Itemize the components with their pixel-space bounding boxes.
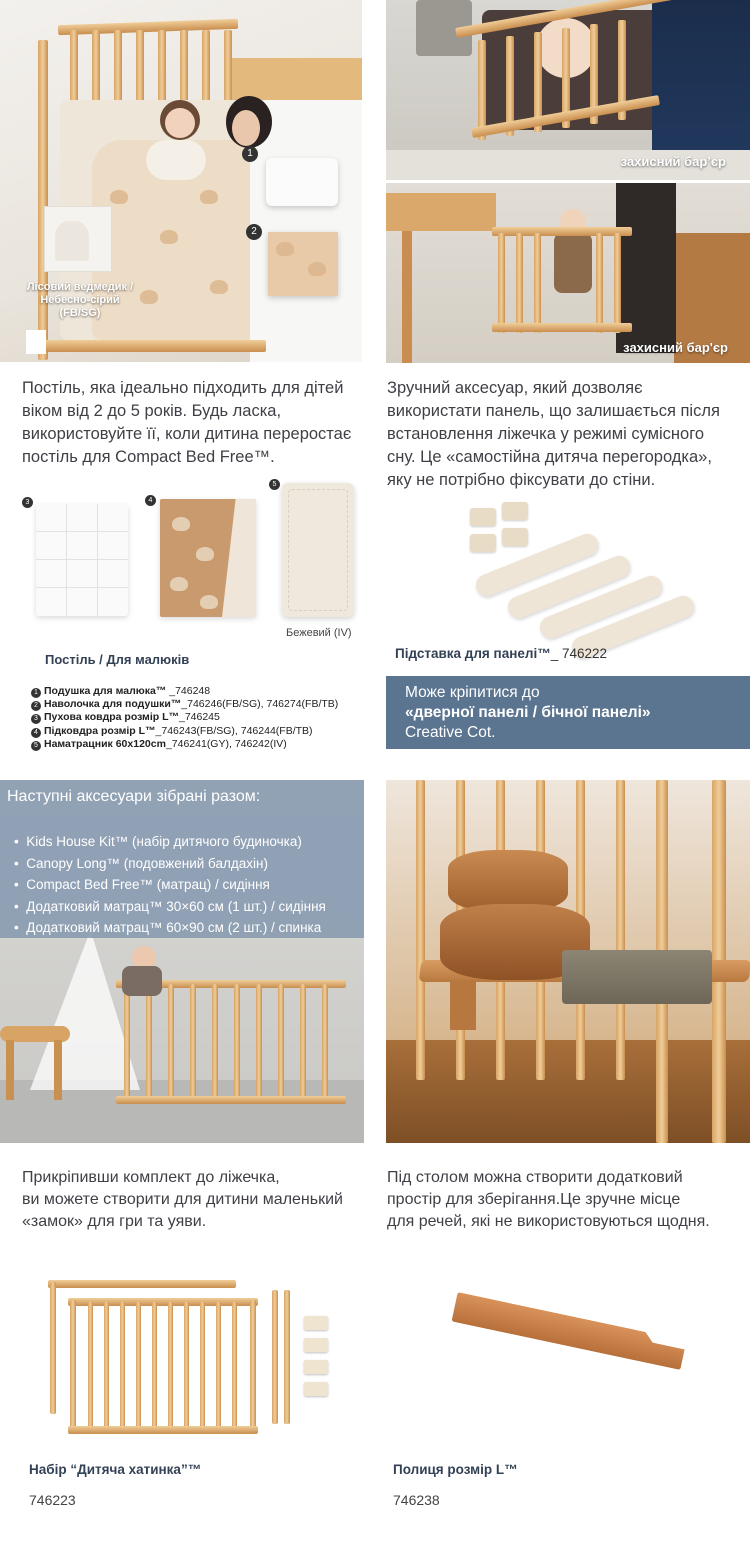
marker-1: 1 <box>242 146 258 162</box>
castle-description: Прикріпивши комплект до ліжечка, ви можете створити для дитини маленький «замок» для гри та уяви. <box>22 1169 343 1230</box>
kids-house-kit-name: Набір “Дитяча хатинка”™ <box>29 1462 202 1477</box>
duvet-cover-image <box>160 499 256 617</box>
shelf-name: Полиця розмір L™ <box>393 1462 518 1477</box>
shelf-image <box>446 1296 692 1396</box>
fabric-label: Лісовий ведмедик / Небесно-сірий (FB/SG) <box>26 281 134 319</box>
barrier-caption-1: захисний бар’єр <box>620 154 726 169</box>
mattress-pad-image <box>282 483 354 617</box>
list-item: • Compact Bed Free™ (матрац) / сидіння <box>14 877 270 892</box>
barrier-caption-2: захисний бар'єр <box>623 340 728 355</box>
kids-house-kit-image <box>40 1280 340 1440</box>
list-item: • Додатковий матрац™ 30×60 см (1 шт.) / сидіння <box>14 898 326 914</box>
bedding-description: Постіль, яка ідеально підходить для дітей віком від 2 до 5 років. Будь ласка, використовуйте її, коли дитина переростає постіль для Compact Bed Free™. <box>22 379 352 466</box>
attach-info-box: Може кріпитися до «дверної панелі / бічної панелі» Creative Cot. <box>386 676 750 749</box>
fabric-swatch <box>44 206 112 272</box>
list-item: 4 Підковдра розмір L™_746243(FB/SG), 746244(FB/TB) <box>31 725 371 738</box>
marker-2: 2 <box>246 224 262 240</box>
list-item: 3 Пухова ковдра розмір L™_746245 <box>31 711 371 724</box>
list-item: • Додатковий матрац™ 60×90 см (2 шт.) / спинка <box>14 920 322 935</box>
storage-description: Під столом можна створити додатковий простір для зберігання.Це зручне місце для речей, які не використовуються щодня. <box>387 1169 710 1230</box>
bedding-product-list <box>31 685 371 751</box>
list-item: 5 Наматрацник 60x120cm_746241(GY), 746242(IV) <box>31 738 371 751</box>
accessories-list <box>14 831 326 939</box>
panel-stand-description: Зручний аксесуар, який дозволяє використати панель, що залишається після встановлення ліжечка у режимі сумісного сну. Це «самостійна дитяча перегородка», яку не потрібно фіксувати до стіни. <box>387 379 720 489</box>
mattress-color-label: Бежевий (IV) <box>286 627 352 639</box>
accessories-title: Наступні аксесуари зібрані разом: <box>7 788 261 805</box>
shelf-storage-photo <box>386 780 750 1143</box>
marker-3: 3 <box>22 497 33 508</box>
list-item: • Kids House Kit™ (набір дитячого будиночка) <box>14 834 302 849</box>
list-item: 1 Подушка для малюка™ _746248 <box>31 685 371 698</box>
barrier-photo-1 <box>386 0 750 180</box>
bedding-heading: Постіль / Для малюків <box>45 652 190 667</box>
bedding-photo <box>0 0 362 362</box>
panel-stand-name: Підставка для панелі™_ 746222 <box>395 646 608 661</box>
list-item: 2 Наволочка для подушки™_746246(FB/SG), 746274(FB/TB) <box>31 698 371 711</box>
marker-5: 5 <box>269 479 280 490</box>
list-item: • Canopy Long™ (подовжений балдахін) <box>14 855 268 871</box>
panel-stand-image <box>466 500 706 648</box>
barrier-photo-2 <box>386 183 750 363</box>
shelf-code: 746238 <box>393 1492 440 1508</box>
kids-house-kit-code: 746223 <box>29 1492 76 1508</box>
marker-4: 4 <box>145 495 156 506</box>
duvet-image <box>36 504 128 616</box>
